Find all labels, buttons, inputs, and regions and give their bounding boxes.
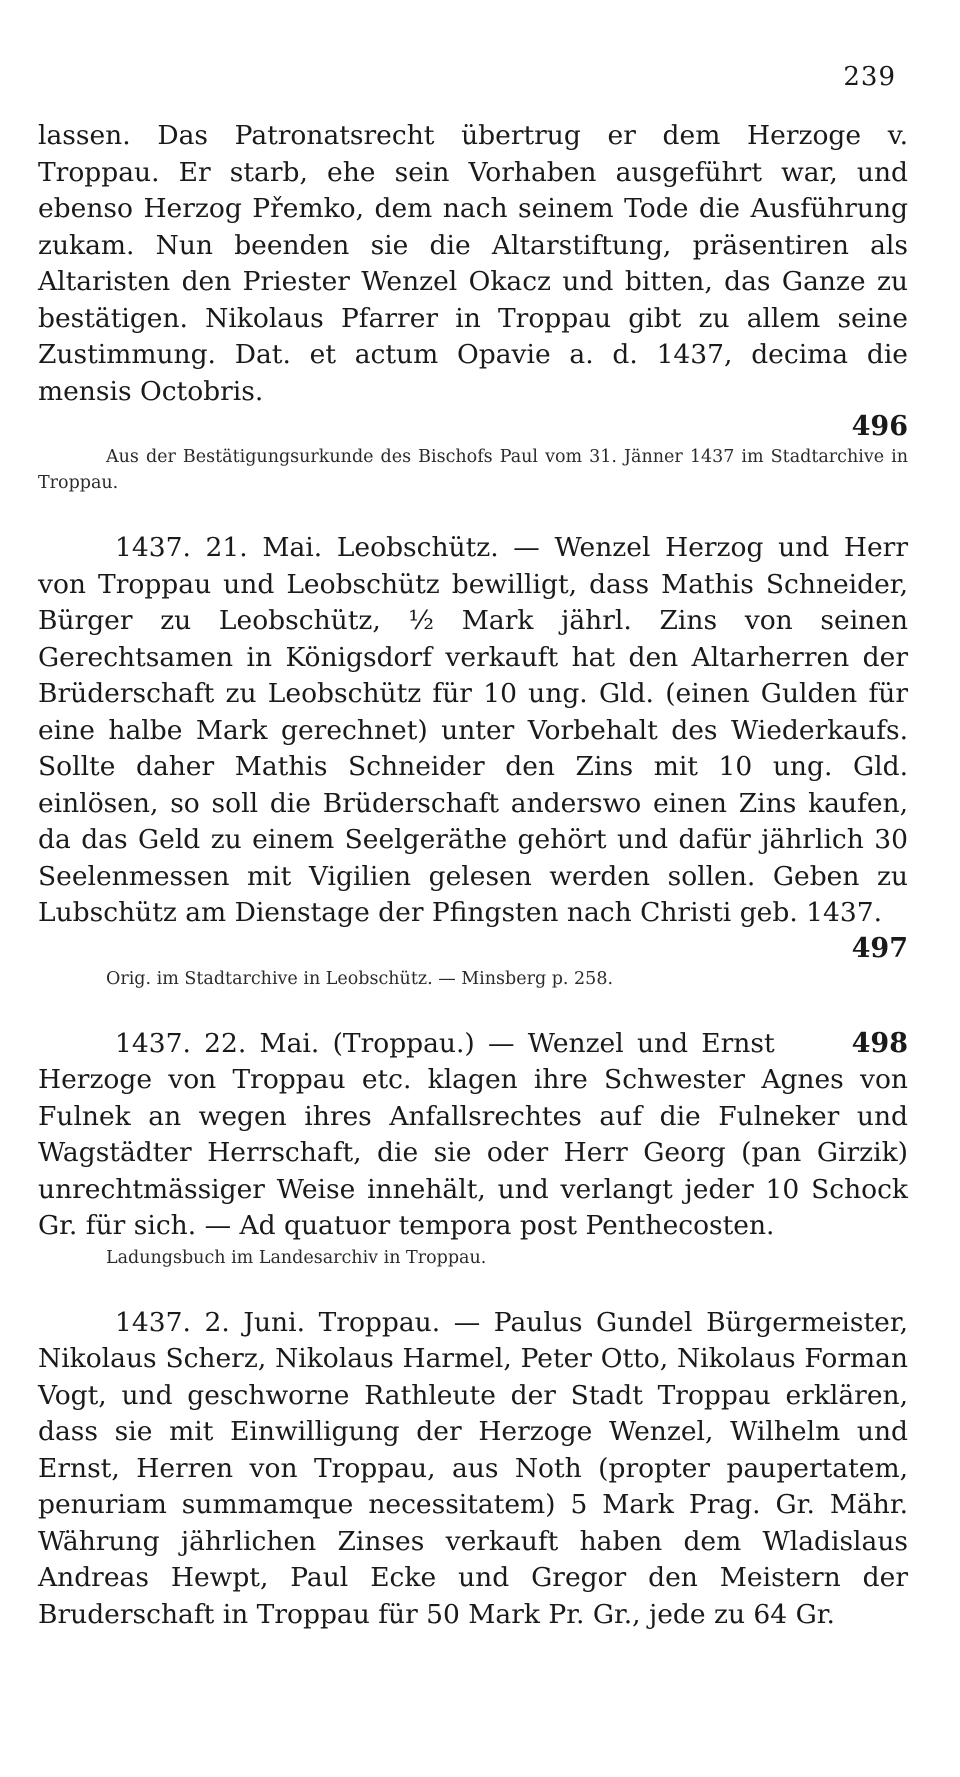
entry-498-body: 1437. 22. Mai. (Troppau.) — Wenzel und Ernst Herzoge von Troppau etc. klagen ihre Schwester Agnes von Fulnek an wegen ihres Anfallsrechtes auf die Fulneker und Wagstädter Herrschaft, die sie oder Herr Georg (pan Girzik) unrechtmässiger Weise innehält, und verlangt jeder 10 Schock Gr. für sich. — Ad quatuor tempora post Penthecosten. [38, 1027, 908, 1241]
entry-number-497: 497 [851, 932, 908, 964]
entry-496-source: Aus der Bestätigungsurkunde des Bischofs Paul vom 31. Jänner 1437 im Stadtarchive in Troppau. [38, 447, 908, 493]
entry-495-continuation: lassen. Das Patronatsrecht übertrug er dem Herzoge v. Troppau. Er starb, ehe sein Vorhaben ausgeführt war, und ebenso Herzog Přemko, dem nach seinem Tode die Ausführung zukam. Nun beenden sie die Altarstiftung, präsentiren als Altaristen den Priester Wenzel Okacz und bitten, das Ganze zu bestätigen. Nikolaus Pfarrer in Troppau gibt zu allem seine Zustimmung. Dat. et actum Opavie a. d. 1437, decima die mensis Octobris. [38, 120, 908, 407]
spacer [38, 1271, 908, 1305]
entry-498-source: Ladungsbuch im Landesarchiv in Troppau. [106, 1247, 487, 1268]
entry-number-498: 498 [851, 1027, 908, 1059]
page-number: 239 [843, 62, 896, 92]
entry-499-text: 1437. 2. Juni. Troppau. — Paulus Gundel Bürgermeister, Nikolaus Scherz, Nikolaus Harmel, Peter Otto, Nikolaus Forman Vogt, und geschworne Rathleute der Stadt Troppau erklären, dass sie mit Einwilligung der Herzoge Wenzel, Wilhelm und Ernst, Herren von Troppau, aus Noth (propter paupertatem, penuriam summamque necessitatem) 5 Mark Prag. Gr. Mähr. Währung jährlichen Zinses verkauft haben dem Wladislaus Andreas Hewpt, Paul Ecke und Gregor den Meistern der Bruderschaft in Troppau für 50 Mark Pr. Gr., jede zu 64 Gr. [38, 1306, 908, 1630]
spacer [38, 992, 908, 1026]
entry-498-text [38, 1026, 908, 1245]
spacer [38, 496, 908, 530]
entry-number-496: 496 [851, 411, 908, 442]
page-body [38, 118, 908, 1633]
entry-497-text: 1437. 21. Mai. Leobschütz. — Wenzel Herzog und Herr von Troppau und Leobschütz bewilligt, dass Mathis Schneider, Bürger zu Leobschütz, ½ Mark jährl. Zins von seinen Gerechtsamen in Königsdorf verkauft hat den Altarherren der Brüderschaft zu Leobschütz für 10 ung. Gld. (einen Gulden für eine halbe Mark gerechnet) unter Vorbehalt des Wiederkaufs. Sollte daher Mathis Schneider den Zins mit 10 ung. Gld. einlösen, so soll die Brüderschaft anderswo einen Zins kaufen, da das Geld zu einem Seelgeräthe gehört und dafür jährlich 30 Seelenmessen mit Vigilien gelesen werden sollen. Geben zu Lubschütz am Dienstage der Pfingsten nach Christi geb. 1437. [38, 532, 908, 928]
entry-497-source: Orig. im Stadtarchive in Leobschütz. — Minsberg p. 258. [106, 968, 614, 989]
